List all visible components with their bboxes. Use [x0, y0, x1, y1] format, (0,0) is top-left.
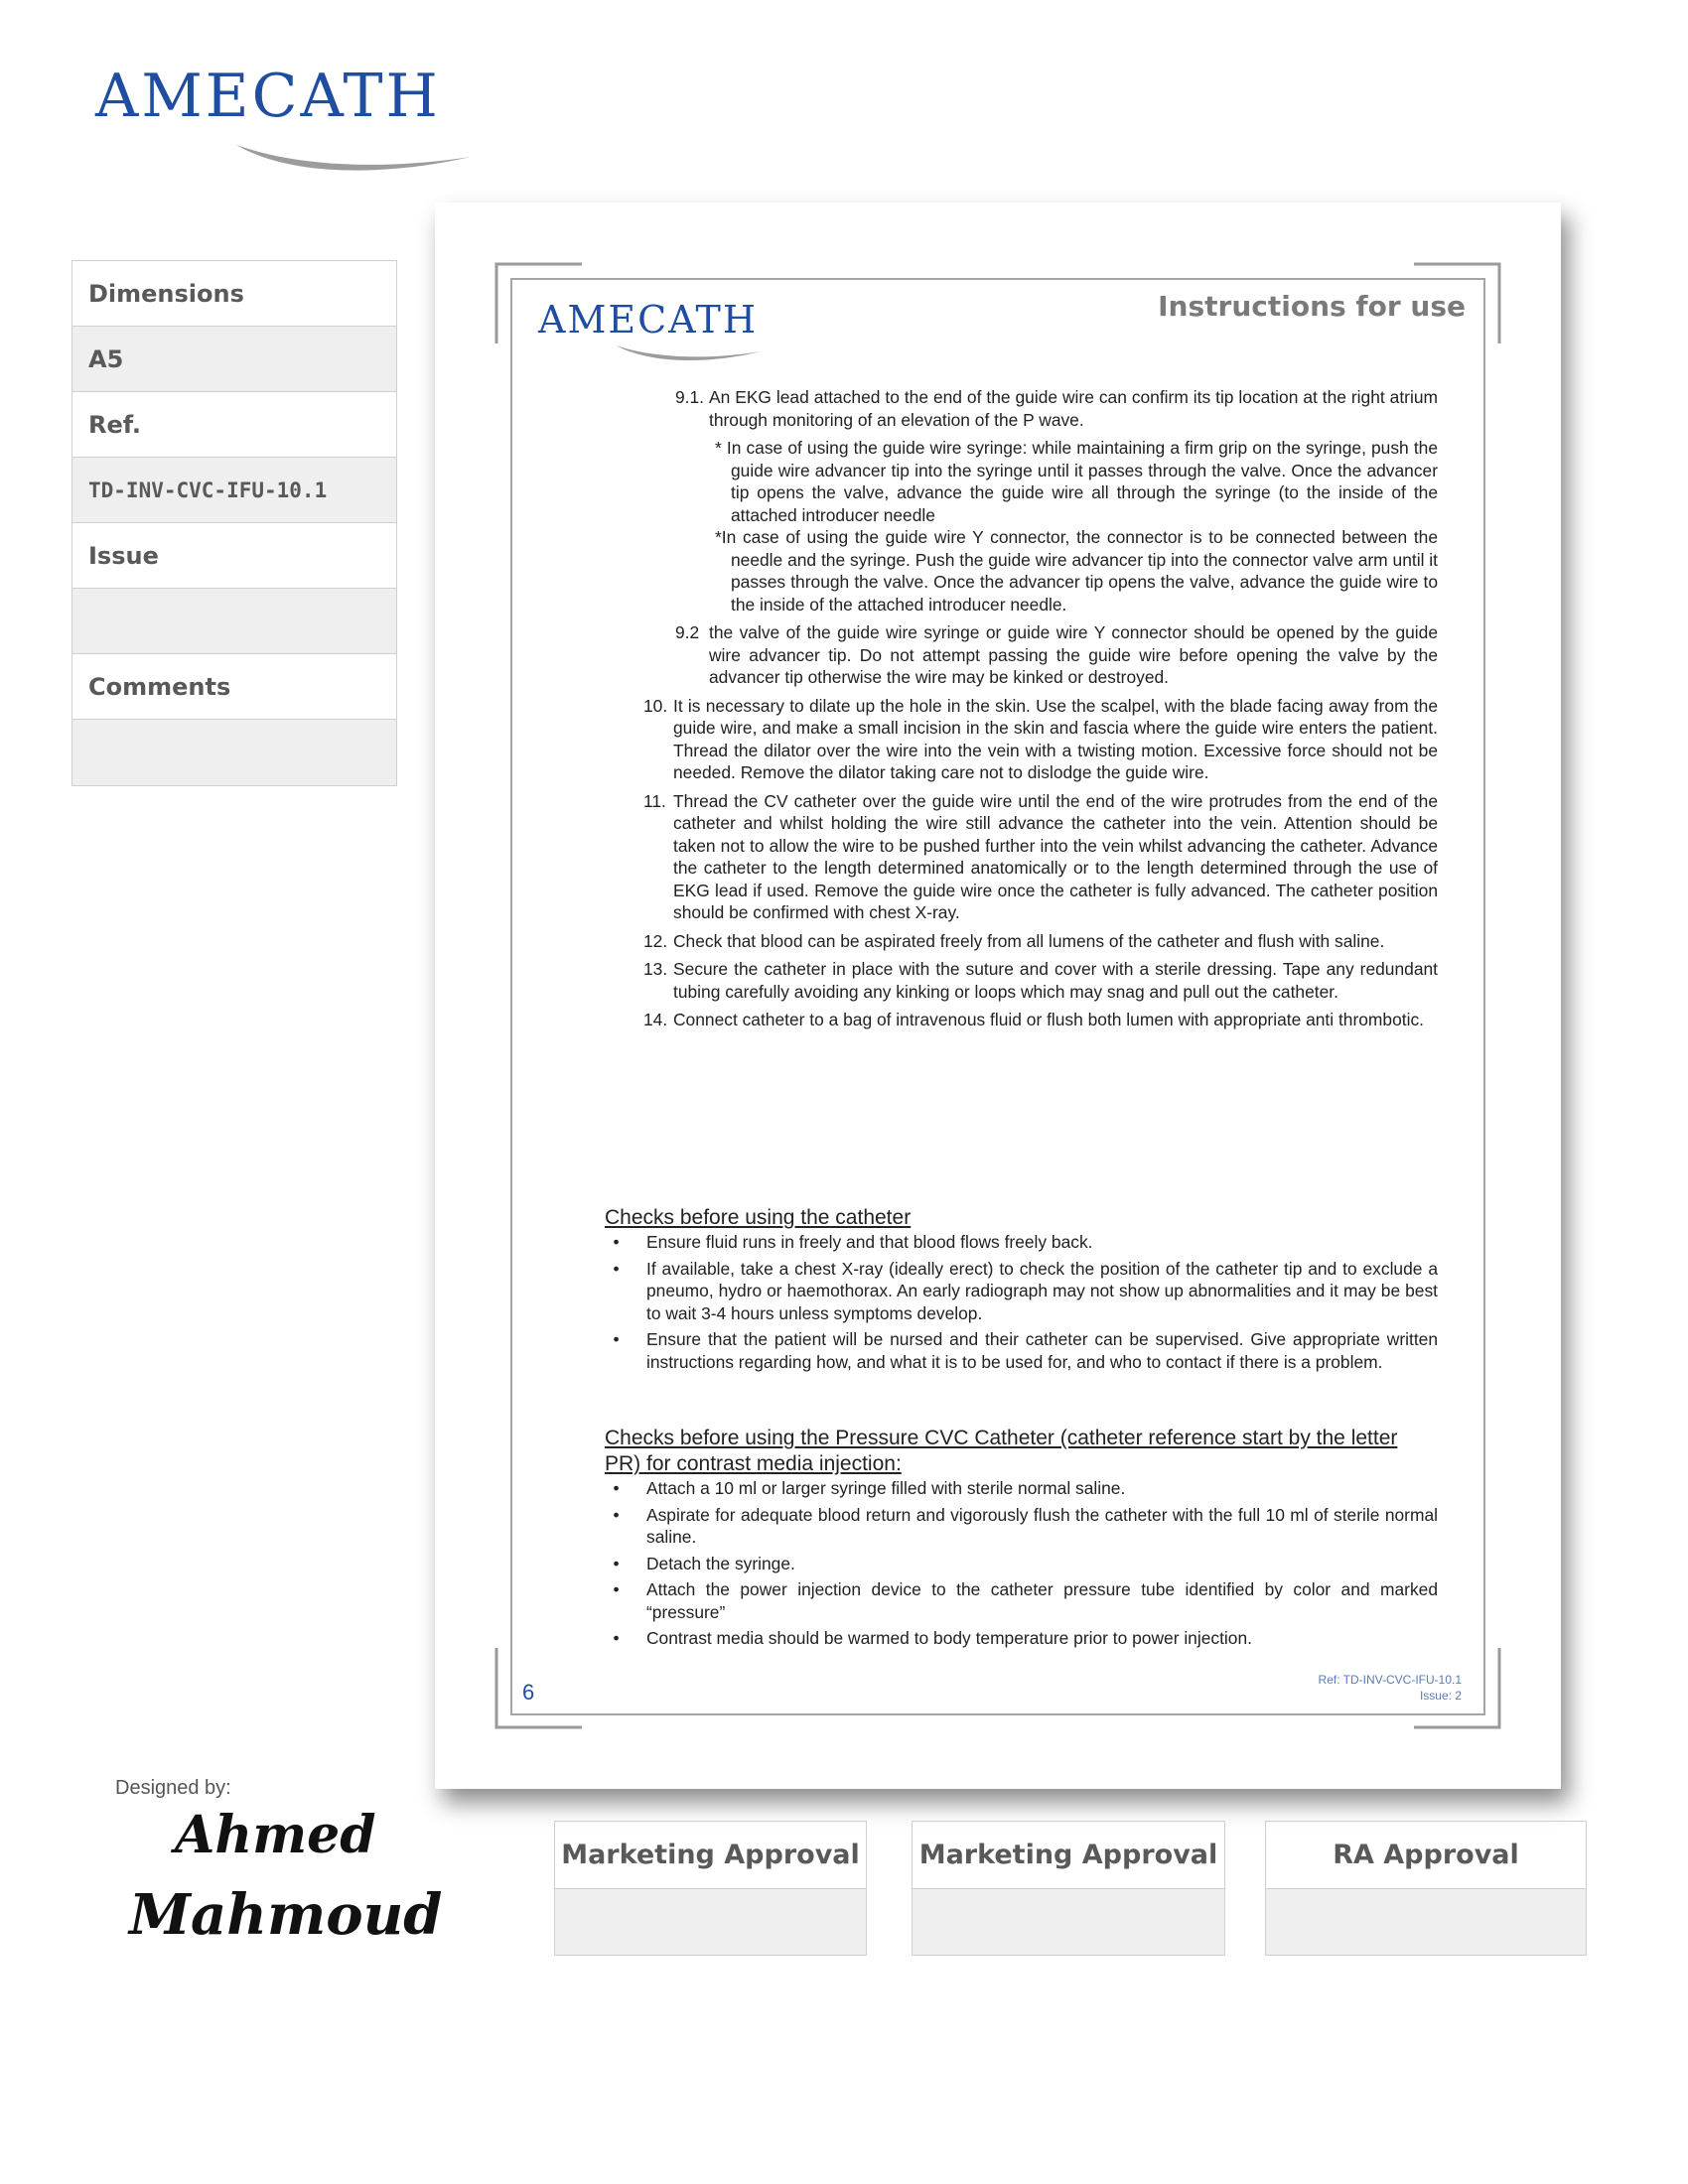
- pressure-heading: Checks before using the Pressure CVC Catheter (catheter reference start by the letter PR) for contrast media injection:: [605, 1427, 1398, 1475]
- check-item: • Ensure that the patient will be nursed and their catheter can be supervised. Give appropriate written instructions regarding how, and what it is to be used for, and who to contact if there is a problem.: [613, 1329, 1438, 1372]
- amecath-logo: [95, 62, 473, 161]
- dimensions-label: Dimensions: [72, 261, 396, 327]
- document-info-table: [71, 260, 397, 786]
- doc-logo-swoosh-icon: [614, 341, 763, 365]
- pressure-check-item: • Aspirate for adequate blood return and vigorously flush the catheter with the full 10 ml of sterile normal saline.: [613, 1504, 1438, 1547]
- pressure-check-item: • Attach the power injection device to the catheter pressure tube identified by color and marked “pressure”: [613, 1579, 1438, 1622]
- logo-swoosh-icon: [234, 139, 473, 179]
- page-number: 6: [522, 1680, 535, 1705]
- approval-title: Marketing Approval: [555, 1822, 866, 1889]
- guide-wire-syringe-note: * In case of using the guide wire syringe: while maintaining a firm grip on the syringe, push the guide wire advancer tip into the syringe until it passes through the valve. Once the advancer tip opens the valve, advance the guide wire all through the syringe (to the inside of the attached introducer needle: [715, 438, 1438, 525]
- approval-title: RA Approval: [1266, 1822, 1586, 1889]
- designer-signature-first: Ahmed: [175, 1805, 376, 1865]
- check-item: • Ensure fluid runs in freely and that blood flows freely back.: [613, 1232, 1093, 1252]
- approval-field[interactable]: [555, 1889, 866, 1955]
- comments-label: Comments: [72, 654, 396, 720]
- checks-section: [605, 1205, 1438, 1377]
- dimensions-value: A5: [72, 327, 396, 392]
- step-13: 13. Secure the catheter in place with the suture and cover with a sterile dressing. Tape any redundant tubing carefully avoiding any kinking or loops which may snag and pull out the catheter.: [643, 959, 1438, 1002]
- pressure-section: [605, 1426, 1438, 1654]
- designer-signature-last: Mahmoud: [129, 1882, 443, 1948]
- logo-text: AMECATH: [95, 62, 441, 131]
- marketing-approval-box-2: [912, 1821, 1225, 1956]
- approval-field[interactable]: [1266, 1889, 1586, 1955]
- doc-reference: [1319, 1672, 1462, 1704]
- pressure-check-item: • Contrast media should be warmed to body temperature prior to power injection.: [613, 1628, 1252, 1648]
- doc-logo-text: AMECATH: [538, 298, 759, 341]
- comments-value: [72, 720, 396, 785]
- issue-line: Issue: 2: [1419, 1689, 1462, 1703]
- ref-line: Ref: TD-INV-CVC-IFU-10.1: [1318, 1673, 1462, 1687]
- approval-title: Marketing Approval: [913, 1822, 1224, 1889]
- y-connector-note: *In case of using the guide wire Y connector, the connector is to be connected between the needle and the syringe. Push the guide wire advancer tip into the connector valve arm until it passes through the valve. Once the advancer tip opens the valve, advance the guide wire to the inside of the attached introducer needle.: [715, 527, 1438, 614]
- step-10: 10. It is necessary to dilate up the hole in the skin. Use the scalpel, with the blade facing away from the guide wire, and make a small incision in the skin and fascia where the guide wire enters the patient. Thread the dilator over the wire into the vein with a twisting motion. Excessive force should not be needed. Remove the dilator taking care not to dislodge the guide wire.: [643, 695, 1438, 782]
- designed-by-label: Designed by:: [115, 1777, 231, 1799]
- marketing-approval-box-1: [554, 1821, 867, 1956]
- document-page-preview: [435, 203, 1561, 1789]
- issue-value: [72, 589, 396, 654]
- ra-approval-box: [1265, 1821, 1587, 1956]
- pressure-check-item: • Detach the syringe.: [613, 1553, 795, 1573]
- step-14: 14. Connect catheter to a bag of intravenous fluid or flush both lumen with appropriate anti thrombotic.: [643, 1010, 1424, 1029]
- ref-value: TD-INV-CVC-IFU-10.1: [72, 458, 396, 523]
- issue-label: Issue: [72, 523, 396, 589]
- step-11: 11. Thread the CV catheter over the guide wire until the end of the wire protrudes from the end of the catheter and whilst holding the wire still advance the catheter into the vein. Attention should be taken not to allow the wire to be pushed further into the vein whilst advancing the catheter. Advance the catheter to the length determined anatomically or to the length determined through the use of EKG lead if used. Remove the guide wire once the catheter is fully advanced. The catheter position should be confirmed with chest X-ray.: [643, 790, 1438, 922]
- ref-label: Ref.: [72, 392, 396, 458]
- doc-body: [643, 386, 1438, 1037]
- pressure-check-item: • Attach a 10 ml or larger syringe filled with sterile normal saline.: [613, 1478, 1126, 1498]
- step-9-1: 9.1. An EKG lead attached to the end of the guide wire can confirm its tip location at the right atrium through monitoring of an elevation of the P wave.: [675, 387, 1438, 430]
- approval-field[interactable]: [913, 1889, 1224, 1955]
- check-item: • If available, take a chest X-ray (ideally erect) to check the position of the catheter tip and to exclude a pneumo, hydro or haemothorax. An early radiograph may not show up abnormalities and it may be best to wait 3-4 hours unless symptoms develop.: [613, 1258, 1438, 1323]
- step-12: 12. Check that blood can be aspirated freely from all lumens of the catheter and flush with saline.: [643, 930, 1385, 951]
- doc-header-title: Instructions for use: [1158, 290, 1466, 323]
- step-9-2: 9.2 the valve of the guide wire syringe or guide wire Y connector should be opened by the guide wire advancer tip. Do not attempt passing the guide wire before opening the valve by the advancer tip otherwise the wire may be kinked or destroyed.: [675, 622, 1438, 687]
- checks-heading: Checks before using the catheter: [605, 1206, 912, 1229]
